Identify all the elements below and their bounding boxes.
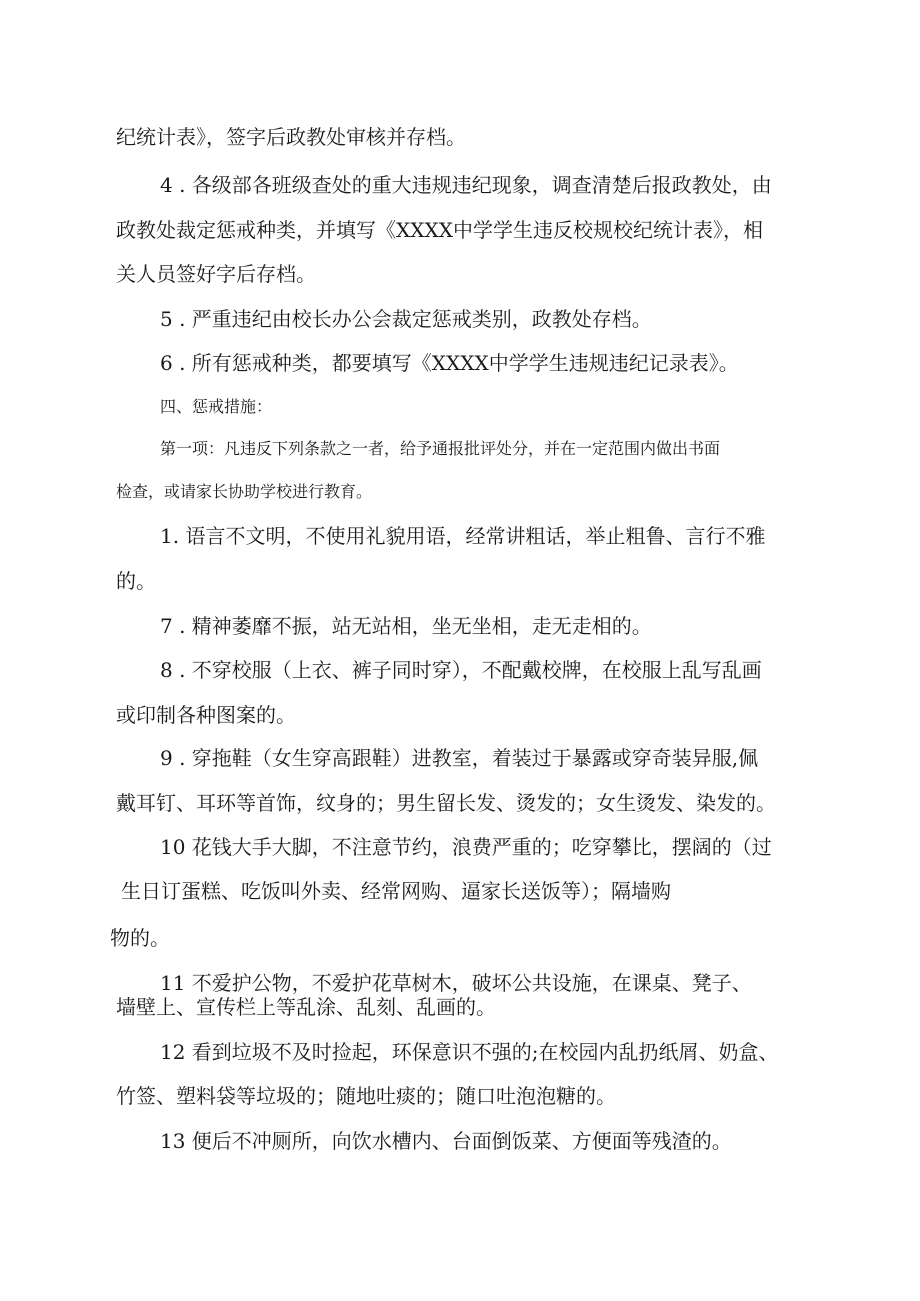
- text-line: 6 . 所有惩戒种类，都要填写《XXXX中学学生违规违纪记录表》。: [160, 351, 739, 375]
- text-line: 第一项：凡违反下列条款之一者，给予通报批评处分，并在一定范围内做出书面: [160, 439, 721, 458]
- text-line: 竹签、塑料袋等垃圾的；随地吐痰的；随口吐泡泡糖的。: [116, 1084, 616, 1108]
- text-line: 生日订蛋糕、吃饭叫外卖、经常网购、逼家长送饭等）；隔墙购: [121, 879, 671, 903]
- text-line: 物的。: [110, 926, 170, 950]
- text-line: 1. 语言不文明，不使用礼貌用语，经常讲粗话，举止粗鲁、言行不雅: [160, 524, 766, 548]
- text-line: 9 . 穿拖鞋（女生穿高跟鞋）进教室，着装过于暴露或穿奇装异服,佩: [160, 746, 759, 770]
- text-line: 5 . 严重违纪由校长办公会裁定惩戒类别，政教处存档。: [160, 307, 652, 331]
- text-line: 11 不爱护公物，不爱护花草树木，破坏公共设施，在课桌、凳子、: [160, 971, 752, 995]
- text-line: 墙壁上、宣传栏上等乱涂、乱刻、乱画的。: [116, 995, 496, 1019]
- section-heading: 四、惩戒措施：: [160, 397, 273, 416]
- text-line: 检查，或请家长协助学校进行教育。: [116, 482, 373, 501]
- text-line: 8 . 不穿校服（上衣、裤子同时穿），不配戴校牌，在校服上乱写乱画: [160, 658, 762, 682]
- text-line: 纪统计表》，签字后政教处审核并存档。: [116, 125, 466, 149]
- text-line: 戴耳钉、耳环等首饰，纹身的；男生留长发、烫发的；女生烫发、染发的。: [116, 791, 776, 815]
- text-line: 12 看到垃圾不及时捡起，环保意识不强的;在校园内乱扔纸屑、奶盒、: [160, 1040, 779, 1064]
- text-line: 10 花钱大手大脚，不注意节约，浪费严重的；吃穿攀比，摆阔的（过: [160, 835, 772, 859]
- text-line: 政教处裁定惩戒种类，并填写《XXXX中学学生违反校规校纪统计表》，相: [116, 218, 763, 242]
- text-line: 7 . 精神萎靡不振，站无站相，坐无坐相，走无走相的。: [160, 614, 652, 638]
- text-line: 4 . 各级部各班级查处的重大违规违纪现象，调查清楚后报政教处，由: [160, 173, 772, 197]
- text-line: 或印制各种图案的。: [116, 703, 296, 727]
- text-line: 关人员签好字后存档。: [116, 262, 316, 286]
- text-line: 13 便后不冲厕所，向饮水槽内、台面倒饭菜、方便面等残渣的。: [160, 1129, 732, 1153]
- text-line: 的。: [116, 569, 156, 593]
